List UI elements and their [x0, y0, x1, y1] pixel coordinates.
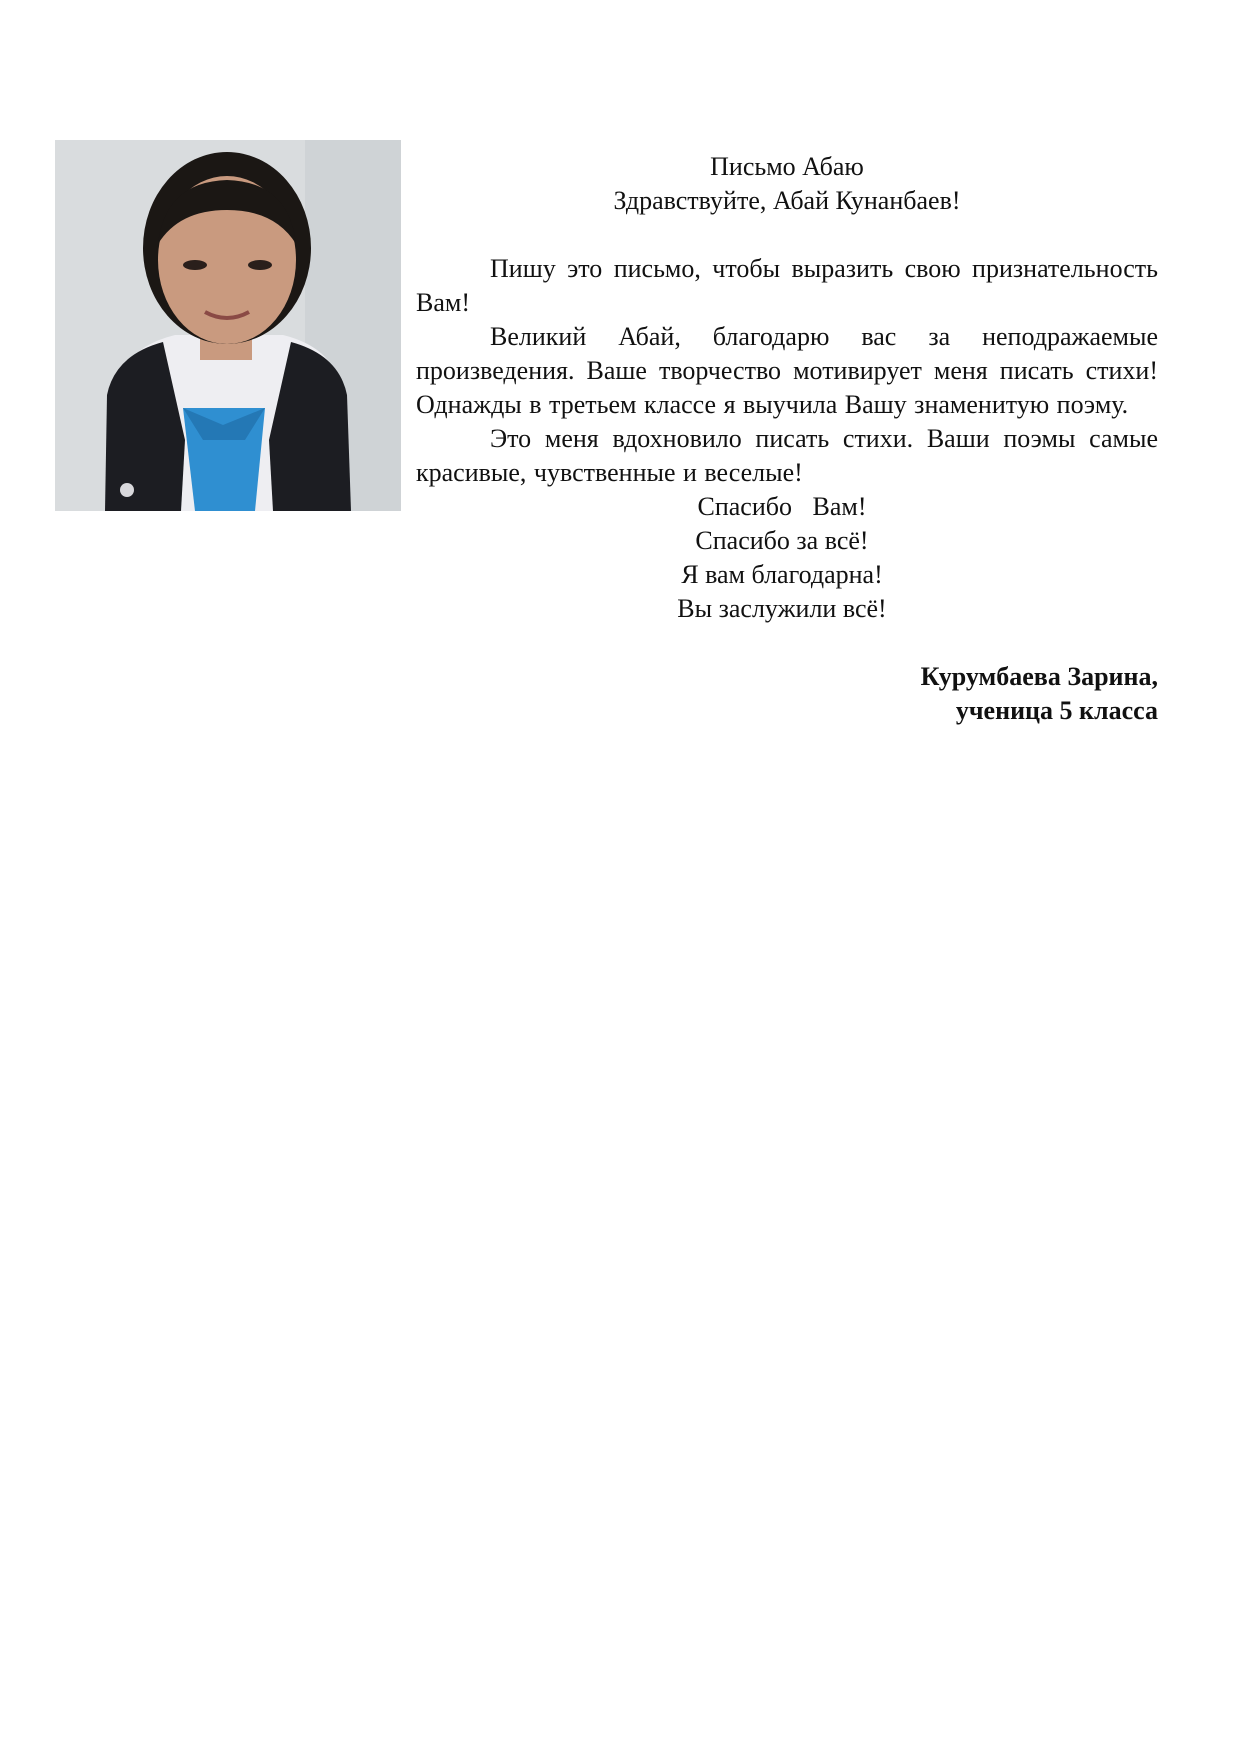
signature-role: ученица 5 класса — [955, 696, 1158, 725]
closing-line: Спасибо Вам! — [697, 492, 867, 521]
letter-body — [416, 150, 1158, 728]
closing-line: Вы заслужили всё! — [677, 594, 887, 623]
student-photo — [55, 140, 401, 511]
letter-title: Письмо Абаю — [710, 152, 864, 181]
signature — [416, 660, 1158, 728]
paragraph: Это меня вдохновило писать стихи. Ваши поэмы самые красивые, чувственные и веселые! — [416, 424, 1158, 487]
closing-line: Спасибо за всё! — [695, 526, 869, 555]
signature-name: Курумбаева Зарина, — [920, 662, 1158, 691]
closing-line: Я вам благодарна! — [681, 560, 883, 589]
letter-greeting: Здравствуйте, Абай Кунанбаев! — [613, 186, 961, 215]
paragraph: Великий Абай, благодарю вас за неподражаемые произведения. Ваше творчество мотивирует меня писать стихи! Однажды в третьем классе я выучила Вашу знаменитую поэму. — [416, 322, 1158, 419]
paragraph: Пишу это письмо, чтобы выразить свою признательность Вам! — [416, 254, 1158, 317]
